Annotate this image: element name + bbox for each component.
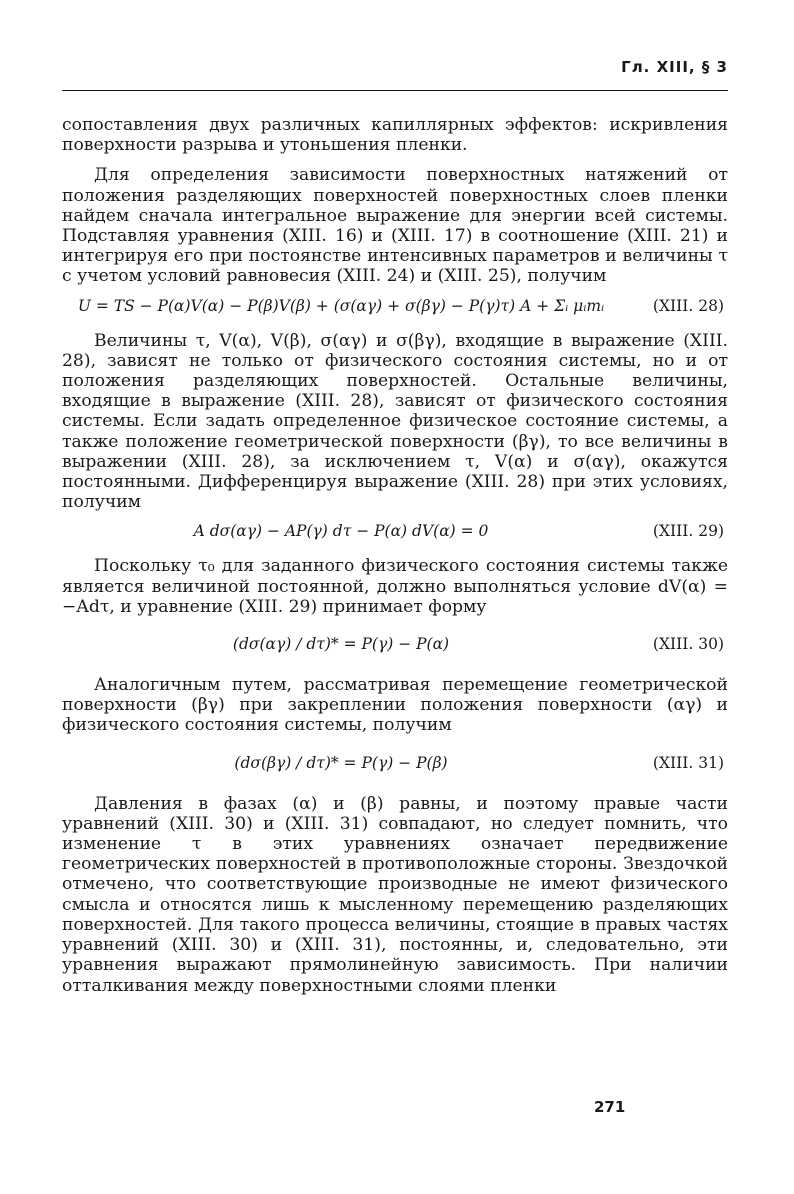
equation-29: [62, 512, 728, 556]
equation-30-formula: (dσ(αγ) / dτ)* = P(γ) − P(α): [232, 635, 450, 654]
equation-31-number: (XIII. 31): [652, 753, 724, 772]
page-body: [62, 115, 728, 996]
running-head: Гл. XIII, § 3: [621, 58, 728, 76]
paragraph-3: Величины τ, V(α), V(β), σ(αγ) и σ(βγ), входящие в выражение (XIII. 28), зависят не только от физического состояния системы, но и от положения разделяющих поверхностей. Остальные величины, входящие в выражение (XIII. 28), зависят от физического состояния системы. Если задать определенное физическое состояние системы, а также положение геометрической поверхности (βγ), то все величины в выражении (XIII. 28), за исключением τ, V(α) и σ(αγ), окажутся постоянными. Дифференцируя выражение (XIII. 28) при этих условиях, получим: [62, 330, 728, 513]
equation-28-formula: U = TS − P(α)V(α) − P(β)V(β) + (σ(αγ) + σ(βγ) − P(γ)τ) A + Σᵢ μᵢmᵢ: [77, 296, 605, 315]
paragraph-1: сопоставления двух различных капиллярных эффектов: искривления поверхности разрыва и утоньшения пленки.: [62, 115, 728, 156]
paragraph-5: Аналогичным путем, рассматривая перемещение геометрической поверхности (βγ) при закреплении положения поверхности (αγ) и физического состояния системы, получим: [62, 675, 728, 736]
equation-28: [62, 287, 728, 331]
equation-29-formula: A dσ(αγ) − AP(γ) dτ − P(α) dV(α) = 0: [193, 522, 489, 541]
paragraph-2: Для определения зависимости поверхностных натяжений от положения разделяющих поверхностей поверхностных слоев пленки найдем сначала интегральное выражение для энергии всей системы. Подставляя уравнения (XIII. 16) и (XIII. 17) в соотношение (XIII. 21) и интегрируя его при постоянстве интенсивных параметров и величины τ с учетом условий равновесия (XIII. 24) и (XIII. 25), получим: [62, 165, 728, 287]
equation-30-number: (XIII. 30): [652, 635, 724, 654]
page-header: [62, 58, 728, 82]
equation-31-formula: (dσ(βγ) / dτ)* = P(γ) − P(β): [234, 753, 448, 772]
equation-28-number: (XIII. 28): [652, 296, 724, 315]
equation-30: [62, 617, 728, 675]
page-number: 271: [594, 1098, 626, 1116]
paragraph-6: Давления в фазах (α) и (β) равны, и поэтому правые части уравнений (XIII. 30) и (XIII. 31) совпадают, но следует помнить, что изменение τ в этих уравнениях означает передвижение геометрических поверхностей в противоположные стороны. Звездочкой отмечено, что соответствующие производные не имеют физического смысла и относятся лишь к мысленному перемещению разделяющих поверхностей. Для такого процесса величины, стоящие в правых частях уравнений (XIII. 30) и (XIII. 31), постоянны, и, следовательно, эти уравнения выражают прямолинейную зависимость. При наличии отталкивания между поверхностными слоями пленки: [62, 793, 728, 996]
header-rule: [62, 90, 728, 91]
paragraph-4: Поскольку τ₀ для заданного физического состояния системы также является величиной постоянной, должно выполняться условие dV(α) = −Adτ, и уравнение (XIII. 29) принимает форму: [62, 556, 728, 617]
equation-31: [62, 736, 728, 794]
equation-29-number: (XIII. 29): [652, 522, 724, 541]
